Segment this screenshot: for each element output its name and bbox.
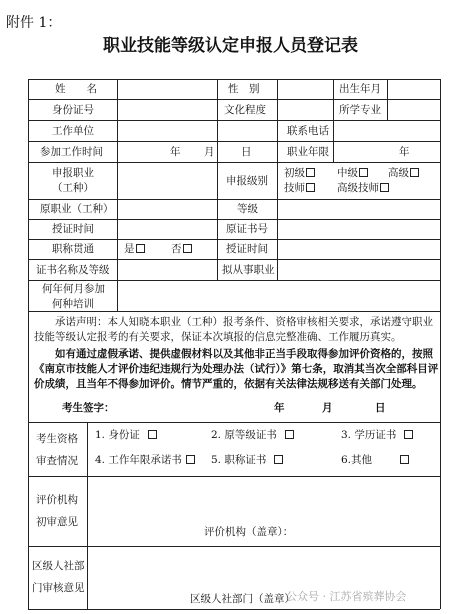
table-border-bottom xyxy=(28,609,440,610)
commitment-statement: 承诺声明：本人知晓本职业（工种）报考条件、资格审核相关要求，承诺遵守职业技能等级认定报考的有关要求，保证本次填报的信息完整准确、工作履历真实。 xyxy=(34,316,433,343)
form-title: 职业技能等级认定申报人员登记表 xyxy=(103,36,358,56)
label-sign-day: 日 xyxy=(375,402,386,414)
row-divider xyxy=(28,120,440,121)
option-senior-technician[interactable] xyxy=(337,183,389,194)
checkbox[interactable] xyxy=(186,455,195,464)
row-divider xyxy=(28,311,440,312)
option-label: 技师 xyxy=(284,182,305,194)
col-divider xyxy=(217,162,218,280)
option-intermediate[interactable] xyxy=(337,168,368,179)
label-declared-job-sub: （工种） xyxy=(52,182,94,194)
label-qualification-review: 考生资格 xyxy=(36,433,78,445)
item-label: 5. 职称证书 xyxy=(211,454,267,466)
label-birth: 出生年月 xyxy=(339,83,381,95)
row-divider xyxy=(28,476,440,477)
item-label: 2. 原等级证书 xyxy=(211,429,277,441)
checkbox[interactable] xyxy=(400,455,409,464)
label-district-review-2: 门审核意见 xyxy=(32,582,85,594)
table-border-top xyxy=(28,79,440,80)
option-label: 是 xyxy=(124,243,135,255)
row-divider xyxy=(28,99,440,100)
col-divider xyxy=(277,79,278,162)
checkbox[interactable] xyxy=(404,430,413,439)
item-education-cert[interactable] xyxy=(341,430,413,441)
label-district-review: 区级人社部 xyxy=(32,560,85,572)
label-cert-name: 证书名称及等级 xyxy=(36,264,110,276)
option-label: 否 xyxy=(171,243,182,255)
label-day: 日 xyxy=(241,146,252,158)
option-technician[interactable] xyxy=(284,183,315,194)
table-border-left xyxy=(28,79,29,609)
checkbox[interactable] xyxy=(183,244,192,253)
label-name: 姓 名 xyxy=(55,83,97,95)
option-junior[interactable] xyxy=(284,168,315,179)
col-divider xyxy=(217,79,218,162)
checkbox[interactable] xyxy=(136,244,145,253)
col-divider xyxy=(333,79,334,120)
label-employer: 工作单位 xyxy=(52,125,94,137)
label-grade: 等级 xyxy=(237,203,258,215)
item-label: 4. 工作年限承诺书 xyxy=(95,454,182,466)
attachment-label: 附件 1： xyxy=(6,15,62,31)
option-label: 中级 xyxy=(337,167,358,179)
label-year: 年 xyxy=(170,146,181,158)
option-yes[interactable] xyxy=(124,244,145,255)
label-sign-month: 月 xyxy=(322,402,333,414)
checkbox[interactable] xyxy=(285,430,294,439)
col-divider xyxy=(387,79,388,120)
label-id-number: 身份证号 xyxy=(52,104,94,116)
col-divider xyxy=(277,162,278,280)
label-declared-level: 申报级别 xyxy=(226,175,268,187)
item-title-cert[interactable] xyxy=(211,455,283,466)
option-label: 高级技师 xyxy=(337,182,379,194)
row-divider xyxy=(28,141,440,142)
checkbox[interactable] xyxy=(274,455,283,464)
row-divider xyxy=(28,259,440,260)
commitment-penalty: 如有通过虚假承诺、提供虚假材料以及其他非正当手段取得参加评价资格的，按照《南京市技能人才评价违纪违规行为处理办法（试行）》第七条，取消其当次全部科目评价成绩，且当年不得参加评价。情节严重的，依据有关法律法规移送有关部门处理。 xyxy=(34,348,439,390)
label-org-review: 评价机构 xyxy=(36,494,78,506)
item-label: 1. 身份证 xyxy=(95,429,140,441)
row-divider xyxy=(28,239,440,240)
checkbox[interactable] xyxy=(410,168,419,177)
checkbox[interactable] xyxy=(148,430,157,439)
col-divider xyxy=(117,79,118,311)
label-declared-job: 申报职业 xyxy=(52,167,94,179)
label-training-time: 何年何月参加 xyxy=(42,283,105,295)
label-original-job: 原职业（工种） xyxy=(40,203,114,215)
item-label: 3. 学历证书 xyxy=(341,429,397,441)
col-divider xyxy=(87,422,88,609)
item-other[interactable] xyxy=(341,455,409,466)
item-original-cert[interactable] xyxy=(211,430,294,441)
label-work-years: 职业年限 xyxy=(287,146,329,158)
row-divider xyxy=(28,219,440,220)
item-label: 6.其他 xyxy=(341,454,373,466)
checkbox[interactable] xyxy=(380,183,389,192)
label-grant-time-2: 授证时间 xyxy=(226,243,268,255)
label-qualification-review-2: 审查情况 xyxy=(36,455,78,467)
checkbox[interactable] xyxy=(359,168,368,177)
option-no[interactable] xyxy=(171,244,192,255)
item-id-card[interactable] xyxy=(95,430,157,441)
label-gender: 性 别 xyxy=(228,83,260,95)
checkbox[interactable] xyxy=(306,168,315,177)
col-divider xyxy=(333,120,334,162)
label-phone: 联系电话 xyxy=(287,125,329,137)
row-divider xyxy=(28,280,440,281)
row-divider xyxy=(28,422,440,423)
row-divider xyxy=(28,199,440,200)
item-work-years-pledge[interactable] xyxy=(95,455,195,466)
watermark-footer: 公众号 · 江苏省殡葬协会 xyxy=(286,590,407,603)
label-month: 月 xyxy=(204,146,215,158)
option-label: 高级 xyxy=(388,167,409,179)
label-start-work: 参加工作时间 xyxy=(40,146,103,158)
label-original-cert-number: 原证书号 xyxy=(226,223,268,235)
option-senior[interactable] xyxy=(388,168,419,179)
label-org-review-2: 初审意见 xyxy=(36,516,78,528)
label-planned-job: 拟从事职业 xyxy=(222,264,275,276)
label-education: 文化程度 xyxy=(224,104,266,116)
row-divider xyxy=(28,546,440,547)
label-major: 所学专业 xyxy=(339,104,381,116)
checkbox[interactable] xyxy=(306,183,315,192)
label-signature: 考生签字： xyxy=(62,402,115,414)
option-label: 初级 xyxy=(284,167,305,179)
label-sign-year: 年 xyxy=(274,402,285,414)
label-grant-time: 授证时间 xyxy=(52,223,94,235)
label-title-link: 职称贯通 xyxy=(52,243,94,255)
row-divider xyxy=(28,162,440,163)
label-org-stamp: 评价机构（盖章）： xyxy=(204,526,294,538)
label-district-stamp: 区级人社部门（盖章） xyxy=(190,593,295,605)
label-years-unit: 年 xyxy=(399,146,410,158)
label-training-type: 何种培训 xyxy=(52,298,94,310)
table-border-right xyxy=(440,79,441,609)
